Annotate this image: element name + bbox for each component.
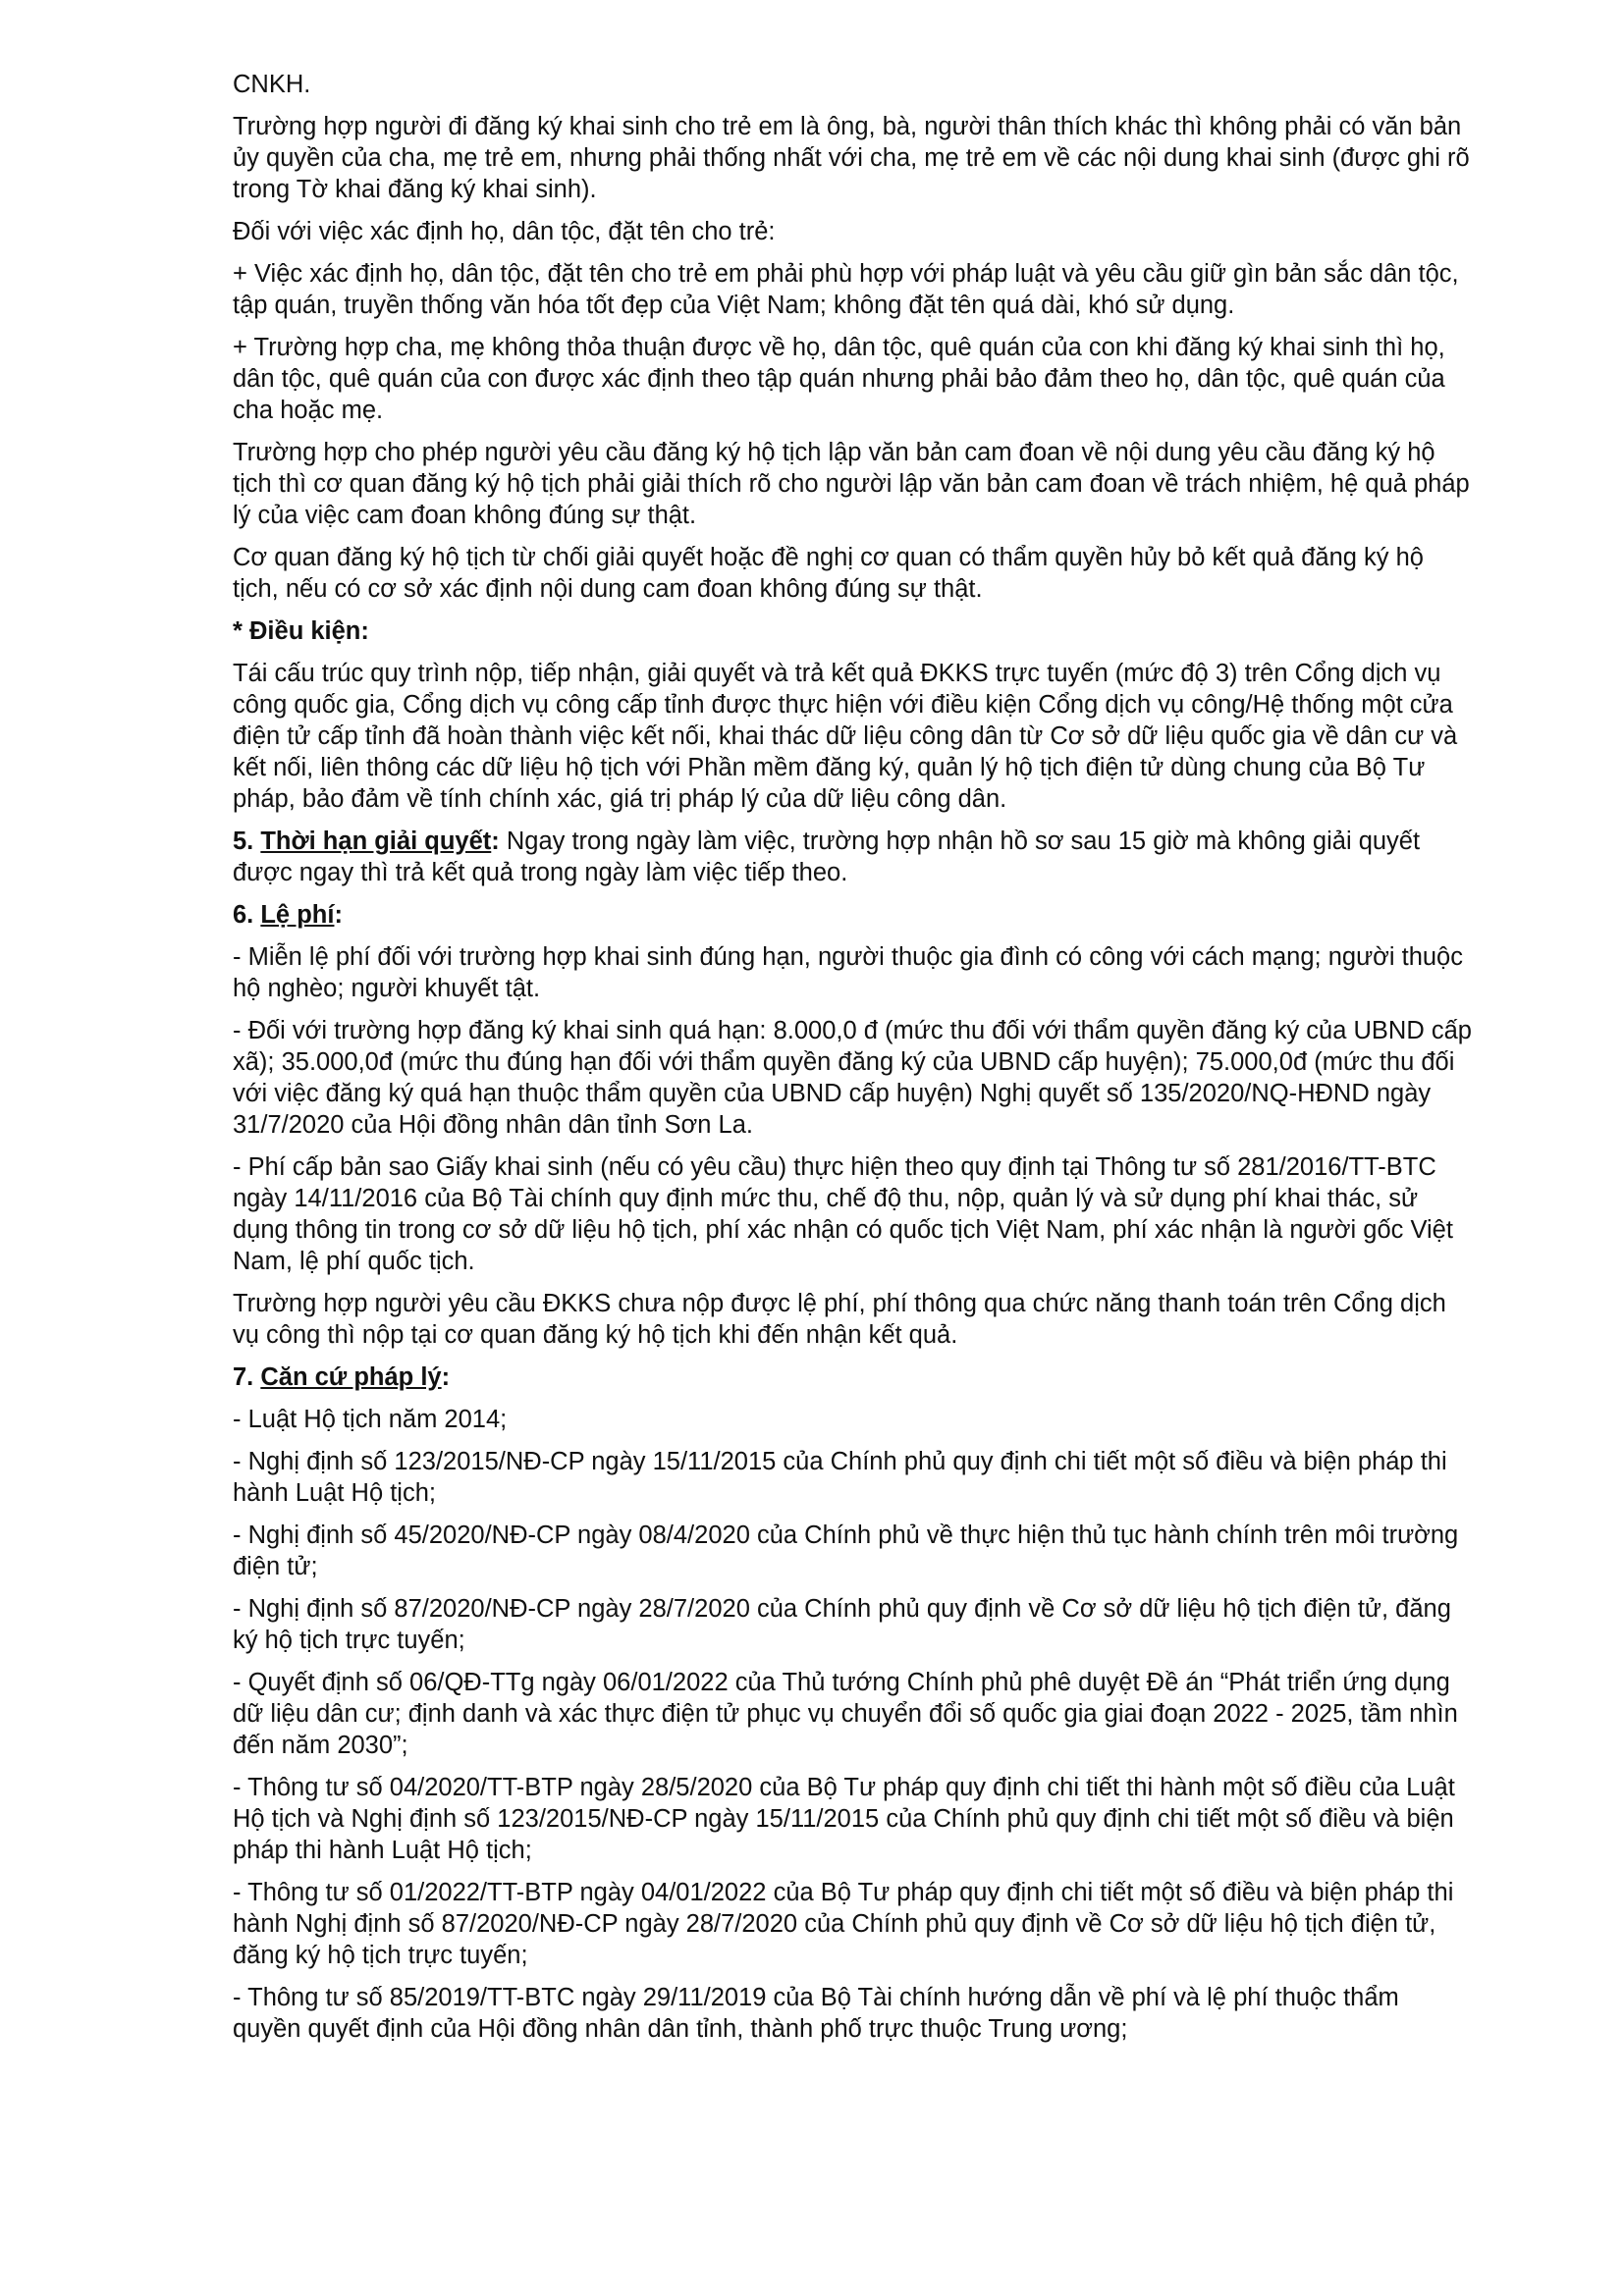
section-5 (233, 826, 1474, 888)
legal-basis-item: - Thông tư số 04/2020/TT-BTP ngày 28/5/2020 của Bộ Tư pháp quy định chi tiết thi hành một số điều của Luật Hộ tịch và Nghị định số 123/2015/NĐ-CP ngày 15/11/2015 của Chính phủ quy định chi tiết một số điều và biện pháp thi hành Luật Hộ tịch; (233, 1774, 1455, 1864)
section-5-colon: : (491, 828, 500, 855)
section-7-heading (233, 1362, 1474, 1393)
document-page (233, 69, 1474, 2056)
legal-basis-item: - Thông tư số 01/2022/TT-BTP ngày 04/01/2022 của Bộ Tư pháp quy định chi tiết một số điều và biện pháp thi hành Nghị định số 87/2020/NĐ-CP ngày 28/7/2020 của Chính phủ quy định về Cơ sở dữ liệu hộ tịch điện tử, đăng ký hộ tịch trực tuyến; (233, 1879, 1454, 1969)
section-5-title: Thời hạn giải quyết (260, 828, 492, 855)
section-6-colon: : (334, 901, 343, 929)
legal-basis-item: - Nghị định số 123/2015/NĐ-CP ngày 15/11/2015 của Chính phủ quy định chi tiết một số điều và biện pháp thi hành Luật Hộ tịch; (233, 1448, 1447, 1507)
paragraph-naming-rule-2: + Trường hợp cha, mẹ không thỏa thuận được về họ, dân tộc, quê quán của con khi đăng ký khai sinh thì họ, dân tộc, quê quán của con được xác định theo tập quán nhưng phải bảo đảm theo họ, dân tộc, quê quán của cha hoặc mẹ. (233, 334, 1445, 424)
conditions-heading: * Điều kiện: (233, 617, 369, 645)
fee-item-2: - Đối với trường hợp đăng ký khai sinh quá hạn: 8.000,0 đ (mức thu đối với thẩm quyền đăng ký của UBND cấp xã); 35.000,0đ (mức thu đúng hạn đối với thẩm quyền đăng ký của UBND cấp huyện); 75.000,0đ (mức thu đối với việc đăng ký quá hạn thuộc thẩm quyền của UBND cấp huyện) Nghị quyết số 135/2020/NQ-HĐND ngày 31/7/2020 của Hội đồng nhân dân tỉnh Sơn La. (233, 1017, 1472, 1139)
legal-basis-item: - Quyết định số 06/QĐ-TTg ngày 06/01/2022 của Thủ tướng Chính phủ phê duyệt Đề án “Phát triển ứng dụng dữ liệu dân cư; định danh và xác thực điện tử phục vụ chuyển đổi số quốc gia giai đoạn 2022 - 2025, tầm nhìn đến năm 2030”; (233, 1669, 1458, 1759)
top-fragment: CNKH. (233, 71, 311, 98)
section-5-text: Ngay trong ngày làm việc, trường hợp nhận hồ sơ sau 15 giờ mà không giải quyết được ngay thì trả kết quả trong ngày làm việc tiếp theo. (233, 828, 1421, 886)
fee-item-4: Trường hợp người yêu cầu ĐKKS chưa nộp được lệ phí, phí thông qua chức năng thanh toán trên Cổng dịch vụ công thì nộp tại cơ quan đăng ký hộ tịch khi đến nhận kết quả. (233, 1290, 1446, 1349)
section-6-title: Lệ phí (260, 901, 335, 929)
section-7-title: Căn cứ pháp lý (260, 1363, 442, 1391)
paragraph-naming-intro: Đối với việc xác định họ, dân tộc, đặt tên cho trẻ: (233, 218, 776, 245)
section-7-colon: : (441, 1363, 451, 1391)
legal-basis-item: - Thông tư số 85/2019/TT-BTC ngày 29/11/2019 của Bộ Tài chính hướng dẫn về phí và lệ phí thuộc thẩm quyền quyết định của Hội đồng nhân dân tỉnh, thành phố trực thuộc Trung ương; (233, 1984, 1399, 2043)
paragraph-refusal: Cơ quan đăng ký hộ tịch từ chối giải quyết hoặc đề nghị cơ quan có thẩm quyền hủy bỏ kết quả đăng ký hộ tịch, nếu có cơ sở xác định nội dung cam đoan không đúng sự thật. (233, 544, 1424, 603)
section-6-heading (233, 899, 1474, 931)
legal-basis-item: - Luật Hộ tịch năm 2014; (233, 1406, 508, 1433)
fee-item-1: - Miễn lệ phí đối với trường hợp khai sinh đúng hạn, người thuộc gia đình có công với cách mạng; người thuộc hộ nghèo; người khuyết tật. (233, 943, 1463, 1002)
conditions-text: Tái cấu trúc quy trình nộp, tiếp nhận, giải quyết và trả kết quả ĐKKS trực tuyến (mức độ 3) trên Cổng dịch vụ công quốc gia, Cổng dịch vụ công cấp tỉnh được thực hiện với điều kiện Cổng dịch vụ công/Hệ thống một cửa điện tử cấp tỉnh đã hoàn thành việc kết nối, khai thác dữ liệu công dân từ Cơ sở dữ liệu quốc gia về dân cư và kết nối, liên thông các dữ liệu hộ tịch với Phần mềm đăng ký, quản lý hộ tịch điện tử dùng chung của Bộ Tư pháp, bảo đảm về tính chính xác, giá trị pháp lý của dữ liệu công dân. (233, 660, 1458, 813)
legal-basis-item: - Nghị định số 87/2020/NĐ-CP ngày 28/7/2020 của Chính phủ quy định về Cơ sở dữ liệu hộ tịch điện tử, đăng ký hộ tịch trực tuyến; (233, 1595, 1451, 1654)
paragraph-commitment: Trường hợp cho phép người yêu cầu đăng ký hộ tịch lập văn bản cam đoan về nội dung yêu cầu đăng ký hộ tịch thì cơ quan đăng ký hộ tịch phải giải thích rõ cho người lập văn bản cam đoan về trách nhiệm, hệ quả pháp lý của việc cam đoan không đúng sự thật. (233, 439, 1470, 529)
paragraph-proxy: Trường hợp người đi đăng ký khai sinh cho trẻ em là ông, bà, người thân thích khác thì không phải có văn bản ủy quyền của cha, mẹ trẻ em, nhưng phải thống nhất với cha, mẹ trẻ em về các nội dung khai sinh (được ghi rõ trong Tờ khai đăng ký khai sinh). (233, 113, 1470, 203)
section-5-number: 5. (233, 828, 261, 855)
fee-item-3: - Phí cấp bản sao Giấy khai sinh (nếu có yêu cầu) thực hiện theo quy định tại Thông tư số 281/2016/TT-BTC ngày 14/11/2016 của Bộ Tài chính quy định mức thu, chế độ thu, nộp, quản lý và sử dụng phí khai thác, sử dụng thông tin trong cơ sở dữ liệu hộ tịch, phí xác nhận có quốc tịch Việt Nam, phí xác nhận là người gốc Việt Nam, lệ phí quốc tịch. (233, 1153, 1453, 1275)
paragraph-naming-rule-1: + Việc xác định họ, dân tộc, đặt tên cho trẻ em phải phù hợp với pháp luật và yêu cầu giữ gìn bản sắc dân tộc, tập quán, truyền thống văn hóa tốt đẹp của Việt Nam; không đặt tên quá dài, khó sử dụng. (233, 260, 1459, 319)
section-7-number: 7. (233, 1363, 261, 1391)
section-6-number: 6. (233, 901, 261, 929)
legal-basis-item: - Nghị định số 45/2020/NĐ-CP ngày 08/4/2020 của Chính phủ về thực hiện thủ tục hành chính trên môi trường điện tử; (233, 1522, 1459, 1580)
